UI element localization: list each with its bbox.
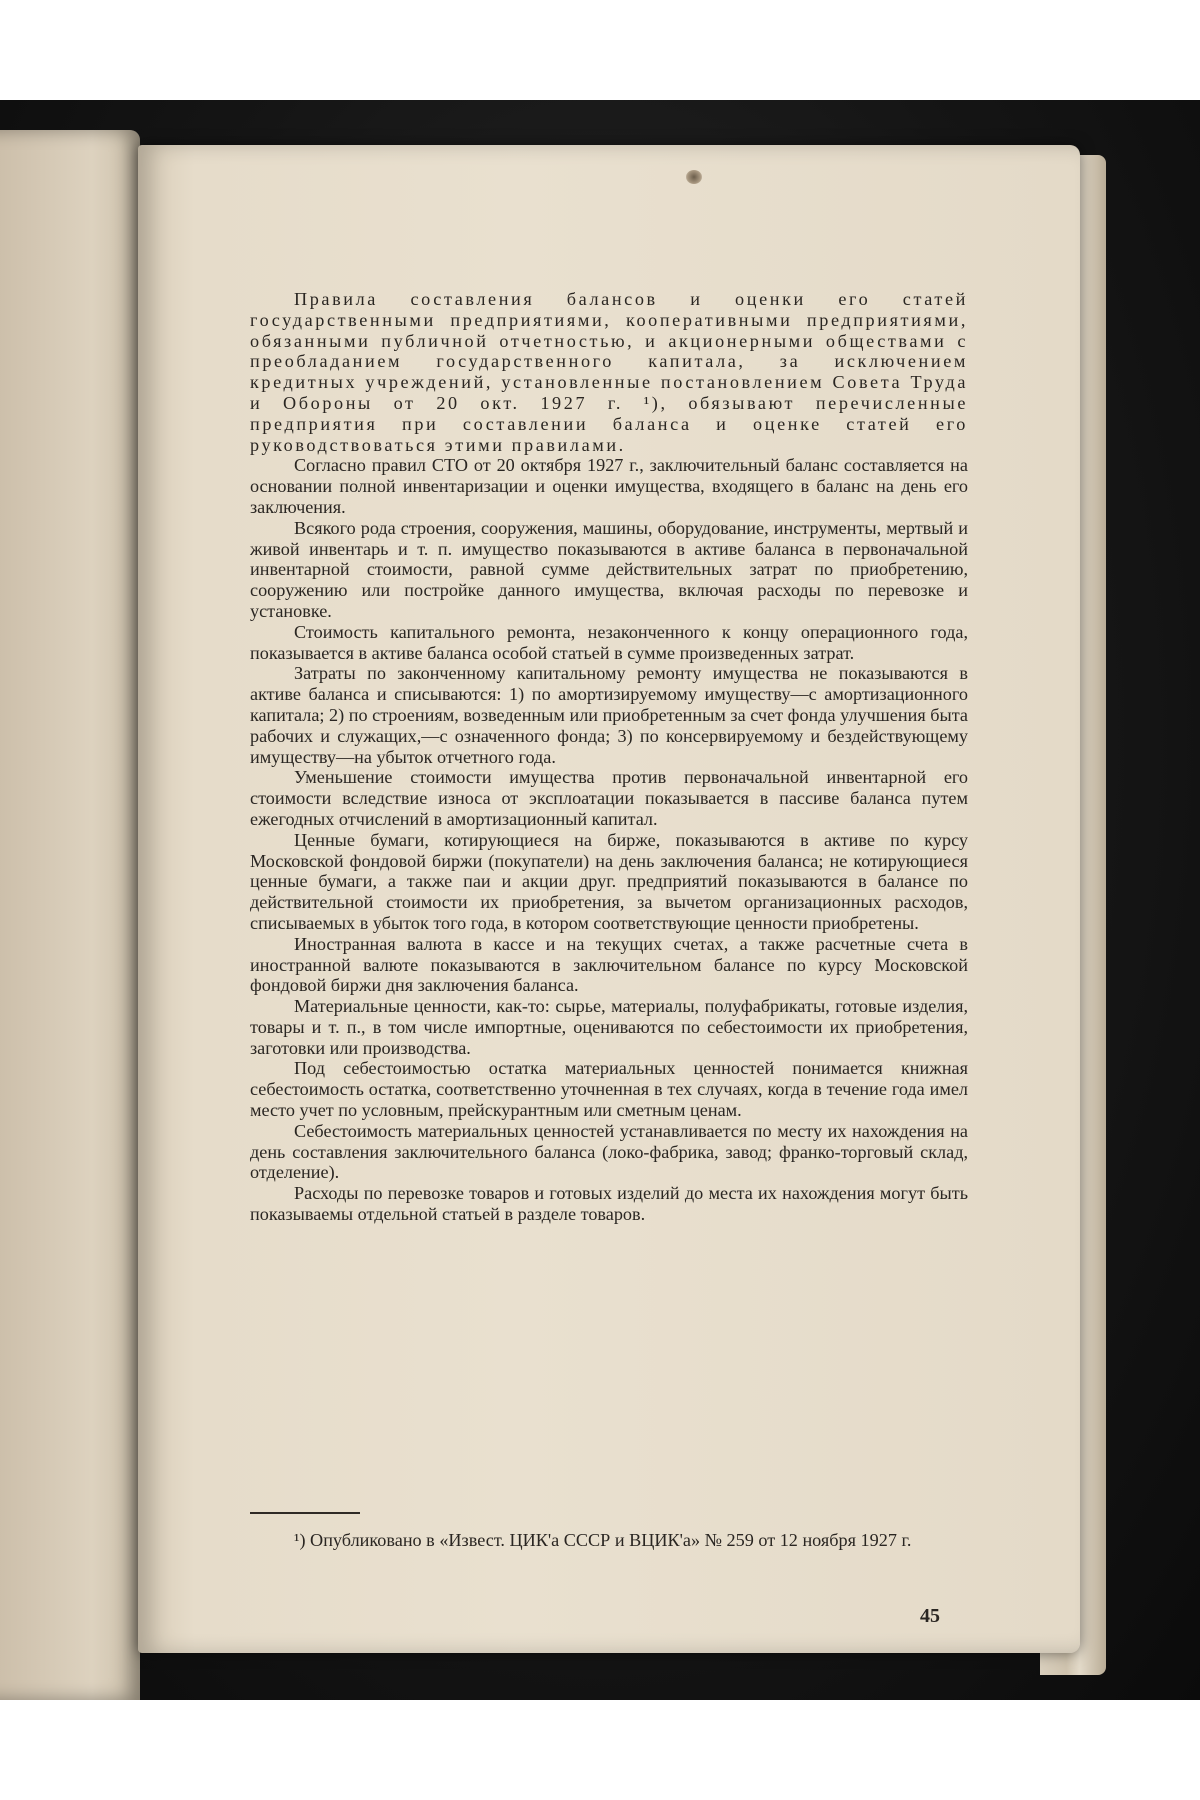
- paragraph: Иностранная валюта в кассе и на текущих счетах, а также расчетные счета в иностранной валюте показываются в заключительном балансе по курсу Московской фондовой биржи дня заключения баланса.: [250, 933, 968, 996]
- paragraph: Правила составления балансов и оценки его статей государственными предприятиями, кооперативными предприятиями, обязанными публичной отчетностью, и акционерными обществами с преобладанием государственного капитала, за исключением кредитных учреждений, установленные постановлением Совета Труда и Обороны от 20 окт. 1927 г. ¹), обязывают перечисленные предприятия при составлении баланса и оценке статей его руководствоваться этими правилами.: [250, 289, 968, 455]
- footnote-divider: [250, 1512, 360, 1514]
- paragraph: Под себестоимостью остатка материальных ценностей понимается книжная себестоимость остатка, соответственно уточненная в тех случаях, когда в течение года имел место учет по условным, прейскурантным или сметным ценам.: [250, 1058, 968, 1121]
- photo-background: [0, 100, 1200, 1700]
- paragraph: Всякого рода строения, сооружения, машины, оборудование, инструменты, мертвый и живой инвентарь и т. п. имущество показываются в активе баланса в первоначальной инвентарной стоимости, равной сумме действительных затрат по приобретению, сооружению или постройке данного имущества, включая расходы по перевозке и установке.: [250, 517, 968, 621]
- body-text: [250, 289, 968, 1225]
- paragraph: Расходы по перевозке товаров и готовых изделий до места их нахождения могут быть показываемы отдельной статьей в разделе товаров.: [250, 1183, 968, 1225]
- page-hole: [686, 170, 702, 184]
- page-number: 45: [920, 1605, 940, 1627]
- book-page: [138, 145, 1080, 1653]
- paragraph: Себестоимость материальных ценностей устанавливается по месту их нахождения на день составления заключительного баланса (локо-фабрика, завод; франко-торговый склад, отделение).: [250, 1120, 968, 1183]
- paragraph: Стоимость капитального ремонта, незаконченного к концу операционного года, показывается в активе баланса особой статьей в сумме произведенных затрат.: [250, 621, 968, 663]
- paragraph: Согласно правил СТО от 20 октября 1927 г., заключительный баланс составляется на основании полной инвентаризации и оценки имущества, входящего в баланс на день его заключения.: [250, 455, 968, 517]
- footnote: ¹) Опубликовано в «Извест. ЦИК'а СССР и ВЦИК'а» № 259 от 12 ноября 1927 г.: [294, 1530, 912, 1550]
- paragraph: Уменьшение стоимости имущества против первоначальной инвентарной его стоимости вследствие износа от эксплоатации показывается в пассиве баланса путем ежегодных отчислений в амортизационный капитал.: [250, 767, 968, 829]
- paragraph: Затраты по законченному капитальному ремонту имущества не показываются в активе баланса и списываются: 1) по амортизируемому имуществу—с амортизационного капитала; 2) по строениям, возведенным или приобретенным за счет фонда улучшения быта рабочих и служащих,—с означенного фонда; 3) по консервируемому и бездействующему имуществу—на убыток отчетного года.: [250, 663, 968, 767]
- paragraph: Ценные бумаги, котирующиеся на бирже, показываются в активе по курсу Московской фондовой биржи (покупатели) на день заключения баланса; не котирующиеся ценные бумаги, а также паи и акции друг. предприятий показываются в балансе по действительной стоимости их приобретения, за вычетом организационных расходов, списываемых в убыток того года, в котором соответствующие ценности приобретены.: [250, 829, 968, 933]
- left-page-edge: [0, 130, 140, 1700]
- paragraph: Материальные ценности, как-то: сырье, материалы, полуфабрикаты, готовые изделия, товары и т. п., в том числе импортные, оцениваются по себестоимости их приобретения, заготовки или производства.: [250, 996, 968, 1058]
